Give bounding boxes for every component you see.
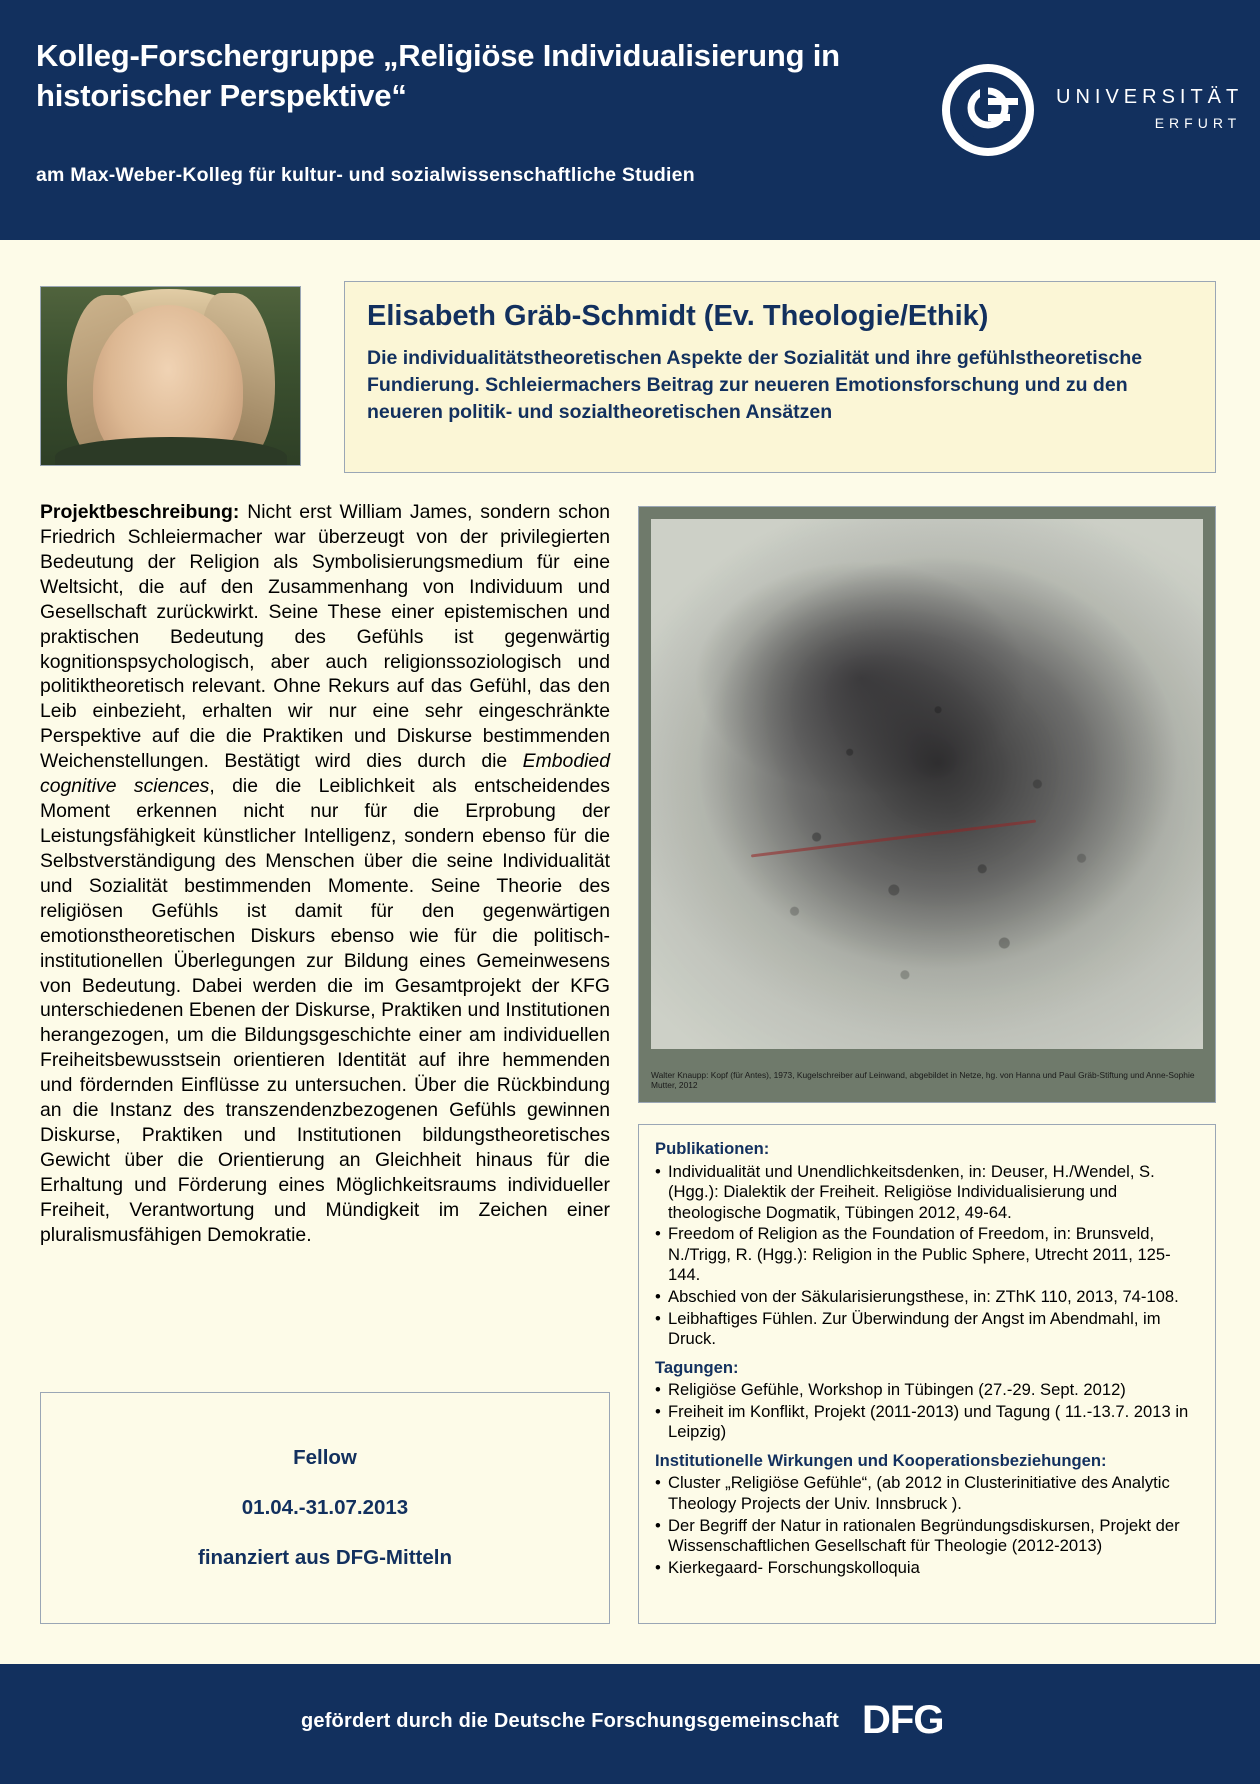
conferences-list — [655, 1380, 1199, 1443]
cooperations-list — [655, 1473, 1199, 1578]
fellow-info-box — [40, 1392, 610, 1624]
university-mark-icon — [936, 58, 1040, 162]
list-item: • Freiheit im Konflikt, Projekt (2011-2013) und Tagung ( 11.-13.7. 2013 in Leipzig) — [655, 1402, 1199, 1443]
person-name-box — [344, 281, 1216, 473]
university-logo — [926, 56, 1244, 166]
list-item: • Freedom of Religion as the Foundation of Freedom, in: Brunsveld, N./Trigg, R. (Hgg.): Religion in the Public Sphere, Utrecht 2011, 125-144. — [655, 1224, 1199, 1286]
cooperations-heading: Institutionelle Wirkungen und Kooperationsbeziehungen: — [655, 1450, 1107, 1470]
conferences-heading: Tagungen: — [655, 1357, 739, 1377]
university-name-line2: ERFURT — [1154, 115, 1242, 131]
fellow-period: 01.04.-31.07.2013 — [241, 1496, 409, 1519]
publications-list — [655, 1162, 1199, 1350]
header-title: Kolleg-Forschergruppe „Religiöse Individualisierung in historischer Perspektive“ — [36, 38, 840, 113]
dfg-logo: DFG — [862, 1698, 944, 1742]
person-name: Elisabeth Gräb-Schmidt (Ev. Theologie/Ethik) — [367, 300, 989, 332]
fellow-role: Fellow — [293, 1446, 357, 1469]
project-description-label: Projektbeschreibung: — [40, 501, 240, 523]
fellow-funding: finanziert aus DFG-Mitteln — [198, 1546, 452, 1569]
list-item: • Cluster „Religiöse Gefühle“, (ab 2012 in Clusterinitiative des Analytic Theology Projects der Univ. Innsbruck ). — [655, 1473, 1199, 1514]
project-title: Die individualitätstheoretischen Aspekte der Sozialität und ihre gefühlstheoretische Fundierung. Schleiermachers Beitrag zur neueren Emotionsforschung und zu den neueren politik- und sozialtheoretischen Ansätzen — [367, 347, 1143, 423]
project-description-part2: , die die Leiblichkeit als entscheidendes Moment erkennen nicht nur für die Erprobung der Leistungsfähigkeit künstlicher Intelligenz, sondern ebenso für die Selbstverständigung des Menschen über die seine Individualität und Sozialität bestimmenden Momente. Seine Theorie des religiösen Gefühls ist damit für den gegenwärtigen emotionstheoretischen Diskurs ebenso wie für die politisch-institutionellen Überlegungen zur Bildung eines Gemeinwesens von Bedeutung. Dabei werden die im Gesamtprojekt der KFG unterschiedenen Ebenen der Diskurse, Praktiken und Institutionen herangezogen, um die Bildungsgeschichte einer am individuellen Freiheitsbewusstsein orientieren Identität auf ihre hemmenden und fördernden Einflüsse zu untersuchen. Über die Rückbindung an die Instanz des transzendenzbezogenen Gefühls gewinnen Diskurse, Praktiken und Institutionen bildungstheoretisches Gewicht über die Orientierung an Gleichheit hinaus für die Erhaltung und Förderung eines Möglichkeitsraums individueller Freiheit, Verantwortung und Mündigkeit im Zeichen einer pluralismusfähigen Demokratie. — [40, 775, 610, 1246]
artwork-image — [651, 519, 1203, 1049]
list-item: • Abschied von der Säkularisierungsthese, in: ZThK 110, 2013, 74-108. — [655, 1287, 1199, 1308]
project-description-italic: Embodied cognitive sciences — [40, 750, 610, 798]
publications-heading: Publikationen: — [655, 1139, 770, 1158]
artwork-caption: Walter Knaupp: Kopf (für Antes), 1973, Kugelschreiber auf Leinwand, abgebildet in Netze, hg. von Hanna und Paul Gräb-Stiftung und Anne-Sophie Mutter, 2012 — [651, 1069, 1195, 1090]
portrait-photo — [40, 286, 301, 466]
publications-box — [638, 1124, 1216, 1624]
header-subtitle: am Max-Weber-Kolleg für kultur- und sozialwissenschaftliche Studien — [36, 164, 695, 186]
artwork-box — [638, 506, 1216, 1103]
list-item: • Religiöse Gefühle, Workshop in Tübingen (27.-29. Sept. 2012) — [655, 1380, 1199, 1401]
project-description — [40, 500, 610, 1248]
list-item: • Individualität und Unendlichkeitsdenken, in: Deuser, H./Wendel, S. (Hgg.): Dialektik der Freiheit. Religiöse Individualisierung und theologische Dogmatik, Tübingen 2012, 49-64. — [655, 1162, 1199, 1224]
poster-header — [0, 0, 1260, 240]
footer-funding-text: gefördert durch die Deutsche Forschungsgemeinschaft — [300, 1710, 840, 1732]
list-item: • Kierkegaard- Forschungskolloquia — [655, 1558, 1199, 1579]
project-description-part1: Nicht erst William James, sondern schon Friedrich Schleiermacher war überzeugt von der privilegierten Bedeutung der Religion als Symbolisierungsmedium für eine Weltsicht, die auf den Zusammenhang von Individuum und Gesellschaft zurückwirkt. Seine These einer epistemischen und praktischen Bedeutung des Gefühls ist gegenwärtig kognitionspsychologisch, aber auch religionssoziologisch und politiktheoretisch relevant. Ohne Rekurs auf das Gefühl, das den Leib einbezieht, erhalten wir nur eine sehr eingeschränkte Perspektive auf die die Praktiken und Diskurse bestimmenden Weichenstellungen. Bestätigt wird dies durch die — [40, 501, 610, 773]
poster-footer — [0, 1664, 1260, 1784]
list-item: • Der Begriff der Natur in rationalen Begründungsdiskursen, Projekt der Wissenschaftlichen Gesellschaft für Theologie (2012-2013) — [655, 1516, 1199, 1557]
university-wordmark — [1056, 86, 1243, 131]
artwork-red-line — [751, 820, 1036, 858]
list-item: • Leibhaftiges Fühlen. Zur Überwindung der Angst im Abendmahl, im Druck. — [655, 1309, 1199, 1350]
university-name-line1: UNIVERSITÄT — [1056, 86, 1244, 108]
